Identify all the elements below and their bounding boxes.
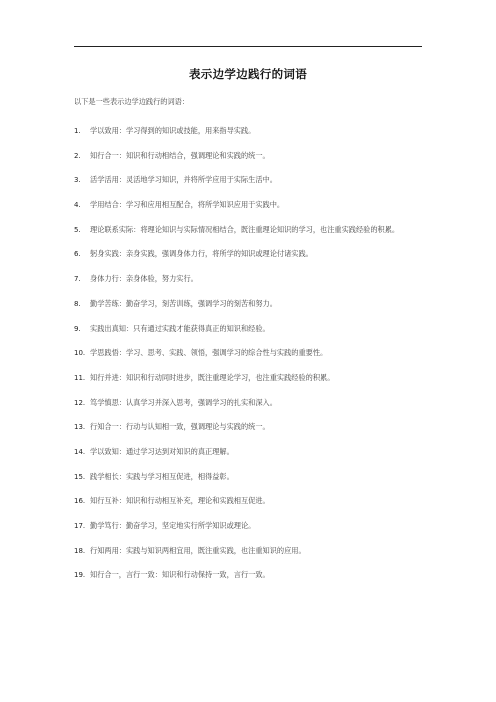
item-text: 知行互补：知识和行动相互补充，理论和实践相互促进。: [90, 496, 270, 506]
item-number: 16.: [74, 497, 86, 506]
item-number: 3.: [74, 176, 81, 185]
item-text: 学以致知：通过学习达到对知识的真正理解。: [90, 446, 234, 456]
list-item: [74, 149, 422, 163]
list-item: [74, 272, 422, 286]
list-item: [74, 297, 422, 311]
item-text: 知行合一，言行一致：知识和行动保持一致，言行一致。: [90, 570, 270, 580]
item-text: 勤学笃行：勤奋学习，坚定地实行所学知识或理论。: [90, 521, 256, 530]
item-text: 躬身实践：亲身实践，强调身体力行，将所学的知识或理论付诸实践。: [90, 249, 313, 259]
item-text: 知行并进：知识和行动同时进步，既注重理论学习，也注重实践经验的积累。: [90, 372, 335, 382]
item-number: 18.: [74, 546, 86, 555]
item-number: 17.: [74, 522, 86, 530]
list-item: [74, 247, 422, 261]
list-item: [74, 519, 422, 533]
item-number: 5.: [74, 225, 81, 234]
item-number: 14.: [74, 447, 86, 456]
list-item: [74, 494, 422, 508]
item-number: 4.: [74, 201, 81, 210]
item-number: 15.: [74, 472, 86, 481]
list-item: [74, 322, 422, 336]
item-number: 13.: [74, 423, 86, 432]
item-text: 行知合一：行动与认知相一致，强调理论与实践的统一。: [90, 422, 270, 432]
item-number: 1.: [74, 127, 81, 135]
phrase-list: [74, 124, 422, 593]
list-item: [74, 445, 422, 459]
item-number: 19.: [74, 571, 86, 580]
header-rule: [74, 46, 422, 47]
item-number: 6.: [74, 250, 81, 259]
item-number: 10.: [74, 349, 86, 358]
item-text: 活学活用：灵活地学习知识，并将所学应用于实际生活中。: [90, 175, 277, 185]
item-text: 身体力行：亲身体验，努力实行。: [90, 274, 198, 284]
list-item: [74, 124, 422, 138]
list-item: [74, 568, 422, 582]
item-number: 11.: [74, 373, 86, 382]
list-item: [74, 371, 422, 385]
list-item: [74, 470, 422, 484]
item-text: 勤学苦练：勤奋学习，刻苦训练，强调学习的刻苦和努力。: [90, 298, 277, 308]
list-item: [74, 346, 422, 360]
item-number: 9.: [74, 324, 81, 333]
item-text: 笃学慎思：认真学习并深入思考，强调学习的扎实和深入。: [90, 397, 277, 407]
list-item: [74, 420, 422, 434]
item-text: 学用结合：学习和应用相互配合，将所学知识应用于实践中。: [90, 200, 285, 210]
item-text: 学以致用：学习得到的知识或技能，用来指导实践。: [90, 126, 256, 135]
item-text: 践学相长：实践与学习相互促进，相得益彰。: [90, 471, 234, 481]
item-number: 12.: [74, 398, 86, 407]
item-number: 7.: [74, 275, 81, 284]
item-text: 行知两用：实践与知识两相宜用，既注重实践，也注重知识的应用。: [90, 545, 306, 555]
list-item: [74, 198, 422, 212]
item-text: 知行合一：知识和行动相结合，强调理论和实践的统一。: [90, 150, 270, 160]
intro-text: 以下是一些表示边学边践行的词语：: [74, 97, 190, 106]
item-number: 2.: [74, 151, 81, 160]
document-title: 表示边学边践行的词语: [189, 67, 307, 81]
list-item: [74, 173, 422, 187]
list-item: [74, 223, 422, 237]
item-text: 实践出真知：只有通过实践才能获得真正的知识和经验。: [90, 323, 270, 333]
item-number: 8.: [74, 299, 81, 308]
item-text: 理论联系实际：将理论知识与实际情况相结合，既注重理论知识的学习，也注重实践经验的积累。: [90, 224, 400, 234]
item-text: 学思践悟：学习、思考、实践、领悟，强调学习的综合性与实践的重要性。: [90, 348, 328, 358]
list-item: [74, 396, 422, 410]
list-item: [74, 544, 422, 558]
